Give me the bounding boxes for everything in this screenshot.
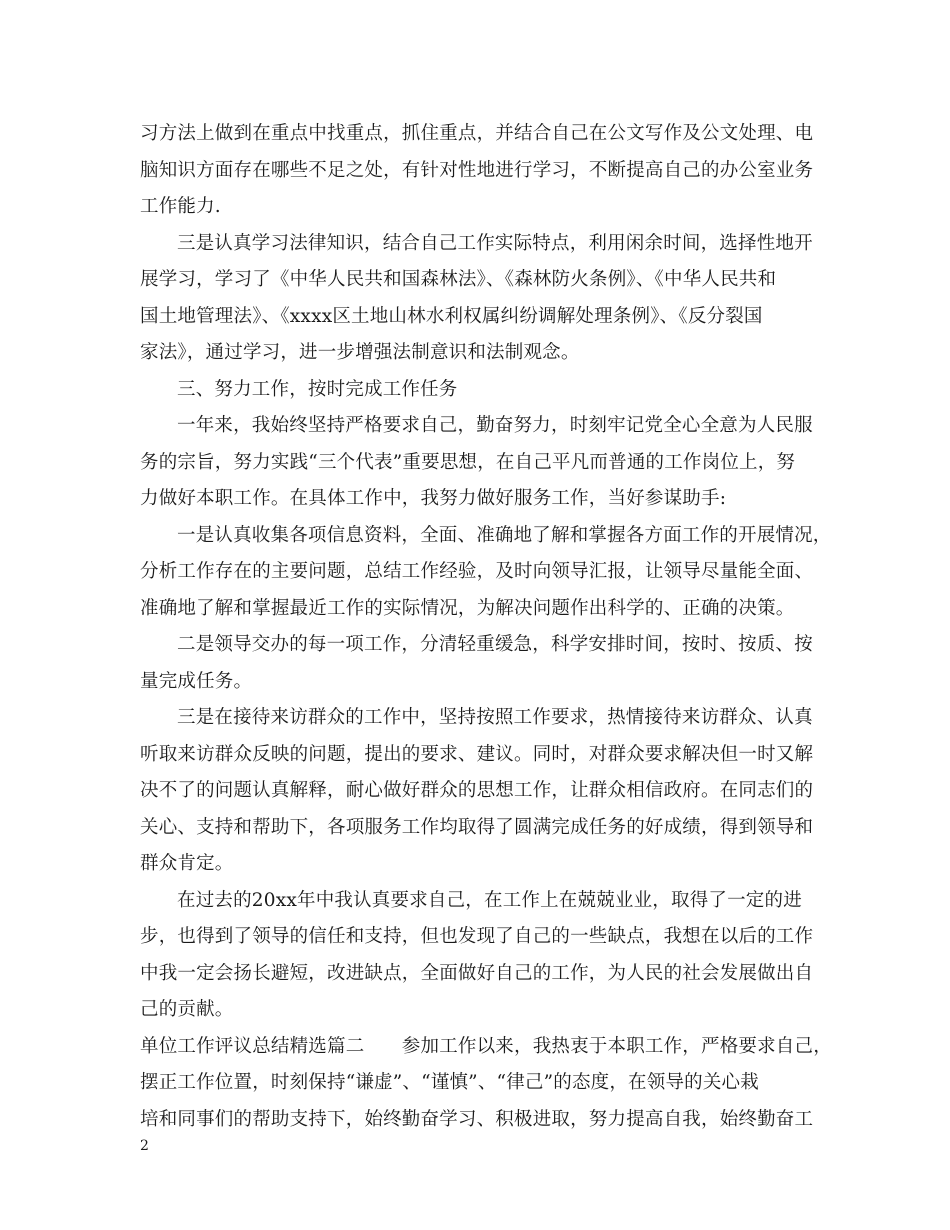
text-line: 关心、支持和帮助下，各项服务工作均取得了圆满完成任务的好成绩，得到领导和 [140, 816, 814, 838]
text-line: 步，也得到了领导的信任和支持，但也发现了自己的一些缺点，我想在以后的工作 [140, 926, 814, 947]
page-number: 2 [140, 1138, 149, 1154]
text-line: 群众肯定。 [140, 853, 234, 874]
text-line: 一年来，我始终坚持严格要求自己，勤奋努力，时刻牢记党全心全意为人民服 [177, 415, 813, 436]
text-line: 在过去的20xx年中我认真要求自己，在工作上在兢兢业业，取得了一定的进 [177, 889, 802, 911]
text-line: 力做好本职工作。在具体工作中，我努力做好服务工作，当好参谋助手: [140, 488, 727, 509]
text-line: 决不了的问题认真解释，耐心做好群众的思想工作，让群众相信政府。在同志们的 [140, 780, 814, 801]
text-line: 国土地管理法》、《xxxx区土地山林水利权属纠纷调解处理条例》、《反分裂国 [140, 305, 763, 327]
text-line: 一是认真收集各项信息资料，全面、准确地了解和掌握各方面工作的开展情况， [177, 524, 832, 546]
text-line: 工作能力. [140, 196, 221, 217]
text-line: 二是领导交办的每一项工作，分清轻重缓急，科学安排时间，按时、按质、按 [177, 634, 813, 655]
text-line: 三是在接待来访群众的工作中，坚持按照工作要求，热情接待来访群众、认真 [177, 707, 813, 728]
text-line: 准确地了解和掌握最近工作的实际情况，为解决问题作出科学的、正确的决策。 [140, 597, 795, 619]
text-line: 三是认真学习法律知识，结合自己工作实际特点，利用闲余时间，选择性地开 [177, 232, 813, 254]
text-line: 习方法上做到在重点中找重点，抓住重点，并结合自己在公文写作及公文处理、电 [140, 123, 814, 144]
text-line: 务的宗旨，努力实践“三个代表”重要思想，在自己平凡而普通的工作岗位上，努 [140, 451, 796, 473]
text-line: 听取来访群众反映的问题，提出的要求、建议。同时，对群众要求解决但一时又解 [140, 743, 814, 765]
text-line: 展学习，学习了《中华人民共和国森林法》、《森林防火条例》、《中华人民共和 [140, 269, 777, 290]
document-body [140, 116, 832, 1138]
text-line: 量完成任务。 [140, 670, 253, 692]
text-line: 三、努力工作，按时完成工作任务 [177, 378, 458, 400]
text-line: 单位工作评议总结精选篇二 参加工作以来，我热衷于本职工作，严格要求自己， [140, 1035, 832, 1057]
text-line: 家法》，通过学习，进一步增强法制意识和法制观念。 [140, 342, 580, 363]
text-line: 己的贡献。 [140, 999, 234, 1020]
text-line: 摆正工作位置，时刻保持“谦虚”、“谨慎”、“律己”的态度，在领导的关心栽 [140, 1072, 759, 1093]
text-line: 中我一定会扬长避短，改进缺点，全面做好自己的工作，为人民的社会发展做出自 [140, 962, 814, 984]
text-line: 分析工作存在的主要问题，总结工作经验，及时向领导汇报，让领导尽量能全面、 [140, 561, 814, 582]
text-line: 脑知识方面存在哪些不足之处，有针对性地进行学习，不断提高自己的办公室业务 [140, 159, 814, 181]
text-line: 培和同事们的帮助支持下，始终勤奋学习、积极进取，努力提高自我，始终勤奋工 [140, 1108, 814, 1130]
